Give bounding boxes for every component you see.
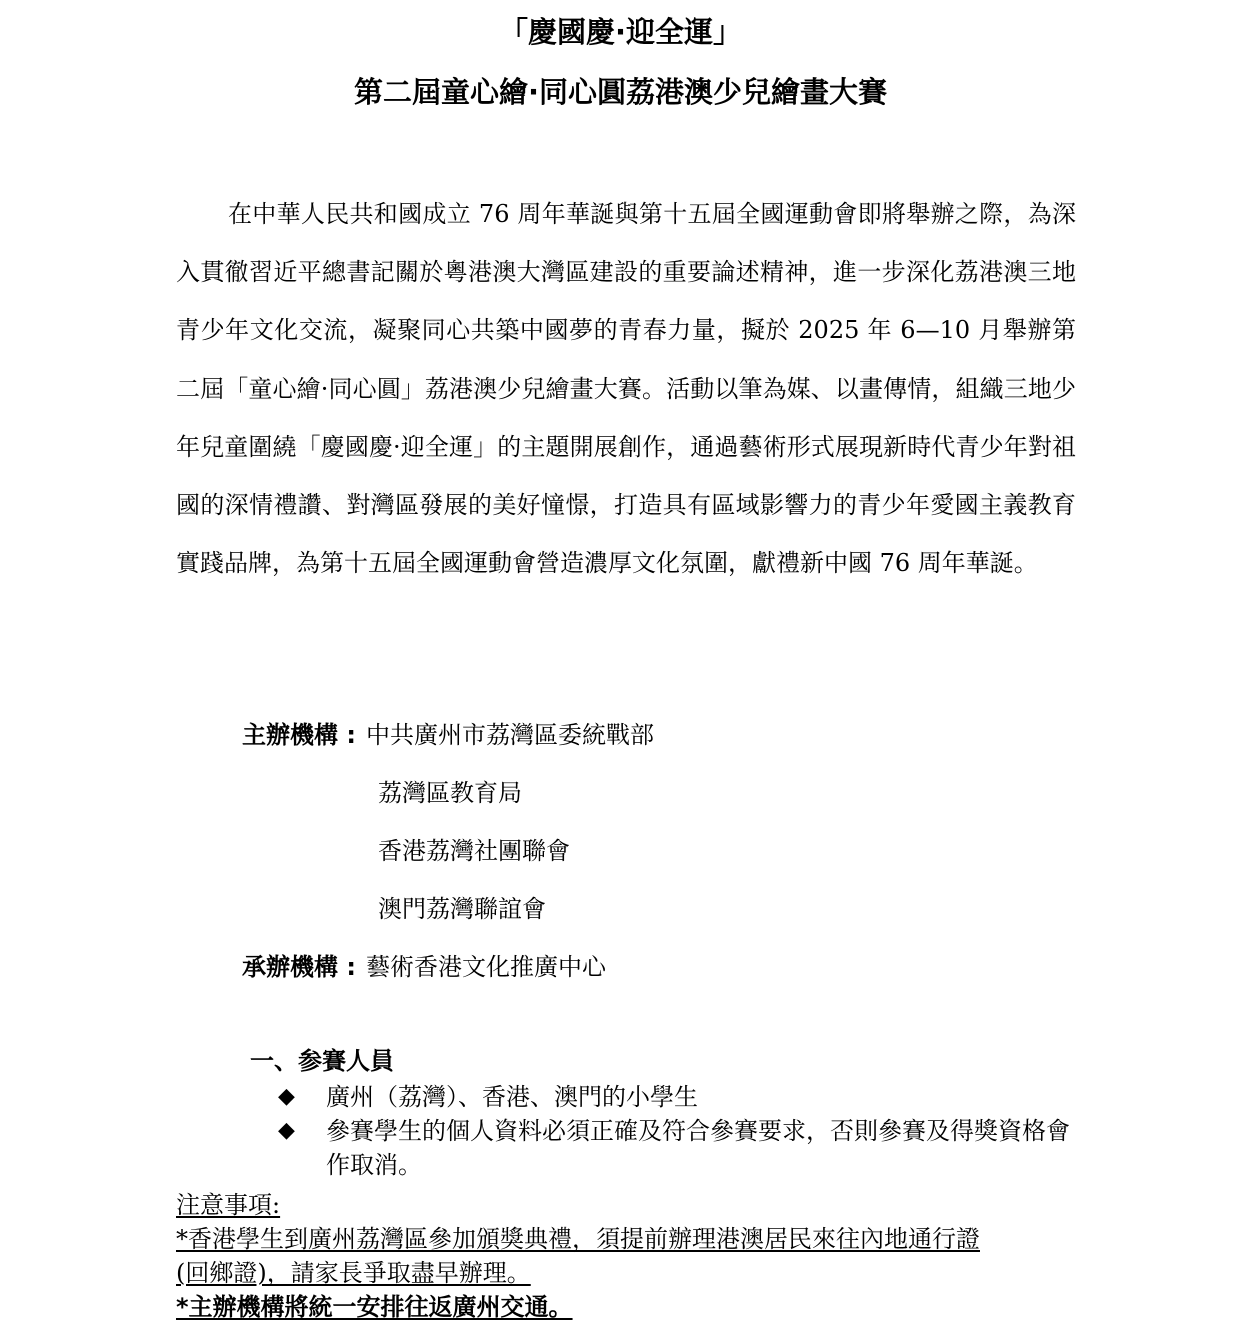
list-item [278,1114,1088,1182]
host-organization-1: 中共廣州市荔灣區委統戰部 [366,721,654,749]
host-organization-2: 荔灣區教育局 [378,779,522,807]
notes-line-3: *主辦機構將統一安排往返廣州交通。 [176,1293,573,1321]
list-item-text: 參賽學生的個人資料必須正確及符合參賽要求，否則參賽及得獎資格會作取消。 [326,1117,1070,1179]
diamond-icon: ◆ [278,1118,295,1143]
organizer-organization [242,938,1042,996]
document-title-line-1: 「慶國慶·迎全運」 [498,15,743,49]
notes-section [176,1188,1086,1324]
organizer-name: 藝術香港文化推廣中心 [366,953,606,981]
organizer-label: 承辦機構 : [242,953,356,981]
participants-list [278,1080,1088,1182]
list-item [278,1080,1088,1114]
section-participants-heading: 一、参賽人員 [250,1047,394,1075]
notes-line-1: *香港學生到廣州荔灣區參加頒獎典禮，須提前辦理港澳居民來往內地通行證 [176,1225,980,1253]
diamond-icon: ◆ [278,1084,295,1109]
host-organizations [242,706,1042,938]
notes-heading: 注意事項: [176,1191,281,1219]
notes-line-2: (回鄉證)，請家長爭取盡早辦理。 [176,1259,531,1287]
host-organization-4: 澳門荔灣聯誼會 [378,895,546,923]
host-organization-3: 香港荔灣社團聯會 [378,837,570,865]
intro-paragraph: 在中華人民共和國成立 76 周年華誕與第十五屆全國運動會即將舉辦之際，為深入貫徹習近平總書記關於粵港澳大灣區建設的重要論述精神，進一步深化荔港澳三地青少年文化交流，凝聚同心共築中國夢的青春力量，擬於 2025 年 6—10 月舉辦第二屆「童心繪·同心圓」荔港澳少兒繪畫大賽。活動以筆為媒、以畫傳情，組織三地少年兒童圍繞「慶國慶·迎全運」的主題開展創作，通過藝術形式展現新時代青少年對祖國的深情禮讚、對灣區發展的美好憧憬，打造具有區域影響力的青少年愛國主義教育實踐品牌，為第十五屆全國運動會營造濃厚文化氛圍，獻禮新中國 76 周年華誕。 [176,200,1076,578]
document-title-line-2: 第二屆童心繪·同心圓荔港澳少兒繪畫大賽 [353,75,888,109]
host-label: 主辦機構 : [242,721,356,749]
list-item-text: 廣州（荔灣）、香港、澳門的小學生 [326,1083,698,1111]
